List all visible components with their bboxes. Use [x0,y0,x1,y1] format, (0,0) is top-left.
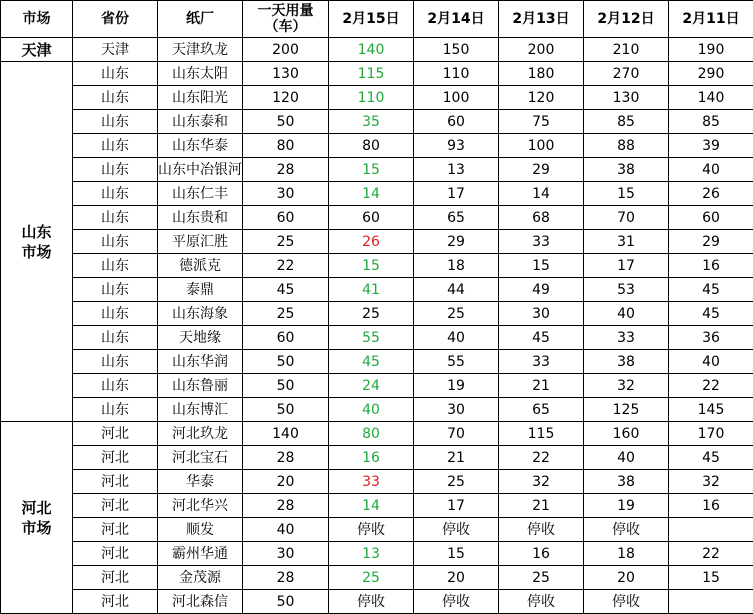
date-4-cell: 70 [584,206,669,230]
market-label-line1: 河北 [1,498,72,518]
date-3-cell: 21 [499,374,584,398]
date-2-cell: 18 [414,254,499,278]
province-cell: 山东 [73,302,158,326]
date-5-cell: 85 [669,110,753,134]
table-row [1,158,753,182]
header-date-2: 2月14日 [414,1,499,38]
daily-usage-cell: 45 [243,278,329,302]
province-cell: 河北 [73,566,158,590]
table-row [1,302,753,326]
mill-cell: 山东仁丰 [158,182,243,206]
date-3-cell: 16 [499,542,584,566]
daily-usage-cell: 30 [243,182,329,206]
date-3-cell: 33 [499,350,584,374]
date-1-cell: 80 [329,134,414,158]
province-cell: 山东 [73,398,158,422]
date-4-cell: 17 [584,254,669,278]
date-3-cell: 75 [499,110,584,134]
date-1-cell: 14 [329,182,414,206]
date-5-cell: 16 [669,494,753,518]
table-row [1,422,753,446]
date-1-cell: 停收 [329,518,414,542]
date-1-cell: 115 [329,62,414,86]
mill-cell: 山东海象 [158,302,243,326]
date-3-cell: 33 [499,230,584,254]
market-cell [1,422,73,614]
date-5-cell: 26 [669,182,753,206]
date-2-cell: 停收 [414,518,499,542]
date-3-cell: 32 [499,470,584,494]
date-2-cell: 25 [414,470,499,494]
date-2-cell: 13 [414,158,499,182]
date-2-cell: 65 [414,206,499,230]
table-row [1,494,753,518]
date-1-cell: 25 [329,302,414,326]
province-cell: 河北 [73,446,158,470]
date-4-cell: 40 [584,302,669,326]
date-3-cell: 25 [499,566,584,590]
date-4-cell: 15 [584,182,669,206]
date-3-cell: 15 [499,254,584,278]
province-cell: 山东 [73,158,158,182]
date-3-cell: 120 [499,86,584,110]
header-date-1: 2月15日 [329,1,414,38]
province-cell: 山东 [73,230,158,254]
table-row [1,38,753,62]
mill-cell: 天地缘 [158,326,243,350]
date-4-cell: 32 [584,374,669,398]
province-cell: 河北 [73,470,158,494]
date-3-cell: 180 [499,62,584,86]
table-row [1,590,753,614]
date-4-cell: 38 [584,350,669,374]
daily-usage-cell: 28 [243,494,329,518]
province-cell: 山东 [73,134,158,158]
province-cell: 山东 [73,254,158,278]
province-cell: 山东 [73,86,158,110]
mill-cell: 山东贵和 [158,206,243,230]
mill-cell: 山东鲁丽 [158,374,243,398]
table-row [1,182,753,206]
province-cell: 山东 [73,350,158,374]
market-label-line2: 市场 [1,242,72,262]
table-row [1,278,753,302]
daily-usage-cell: 25 [243,230,329,254]
date-1-cell: 60 [329,206,414,230]
date-4-cell: 19 [584,494,669,518]
date-3-cell: 停收 [499,590,584,614]
date-4-cell: 40 [584,446,669,470]
date-1-cell: 26 [329,230,414,254]
date-2-cell: 70 [414,422,499,446]
market-label-line1: 山东 [1,222,72,242]
province-cell: 山东 [73,206,158,230]
daily-usage-cell: 20 [243,470,329,494]
date-1-cell: 24 [329,374,414,398]
daily-usage-cell: 50 [243,398,329,422]
date-4-cell: 停收 [584,590,669,614]
date-5-cell: 16 [669,254,753,278]
date-3-cell: 30 [499,302,584,326]
mill-cell: 河北森信 [158,590,243,614]
date-2-cell: 30 [414,398,499,422]
daily-usage-cell: 130 [243,62,329,86]
province-cell: 山东 [73,326,158,350]
date-4-cell: 130 [584,86,669,110]
date-5-cell: 40 [669,350,753,374]
mill-cell: 泰鼎 [158,278,243,302]
table-row [1,470,753,494]
daily-usage-cell: 22 [243,254,329,278]
date-1-cell: 33 [329,470,414,494]
date-5-cell: 190 [669,38,753,62]
date-2-cell: 44 [414,278,499,302]
date-2-cell: 停收 [414,590,499,614]
header-date-3: 2月13日 [499,1,584,38]
date-4-cell: 31 [584,230,669,254]
mill-cell: 河北玖龙 [158,422,243,446]
mill-cell: 山东华润 [158,350,243,374]
date-1-cell: 停收 [329,590,414,614]
date-2-cell: 60 [414,110,499,134]
date-5-cell: 45 [669,446,753,470]
date-1-cell: 80 [329,422,414,446]
date-3-cell: 停收 [499,518,584,542]
mill-cell: 山东华泰 [158,134,243,158]
mill-cell: 天津玖龙 [158,38,243,62]
date-2-cell: 40 [414,326,499,350]
daily-usage-cell: 28 [243,158,329,182]
header-daily-usage-line2: （车） [243,19,328,35]
date-1-cell: 41 [329,278,414,302]
table-row [1,326,753,350]
date-2-cell: 93 [414,134,499,158]
date-2-cell: 29 [414,230,499,254]
date-4-cell: 125 [584,398,669,422]
date-1-cell: 40 [329,398,414,422]
date-4-cell: 88 [584,134,669,158]
table-row [1,350,753,374]
province-cell: 山东 [73,110,158,134]
table-row [1,566,753,590]
daily-usage-cell: 30 [243,542,329,566]
mill-cell: 华泰 [158,470,243,494]
date-2-cell: 21 [414,446,499,470]
mill-cell: 平原汇胜 [158,230,243,254]
date-3-cell: 45 [499,326,584,350]
province-cell: 河北 [73,422,158,446]
date-5-cell: 45 [669,302,753,326]
mill-cell: 山东中冶银河 [158,158,243,182]
table-row [1,542,753,566]
date-3-cell: 65 [499,398,584,422]
date-3-cell: 49 [499,278,584,302]
date-4-cell: 53 [584,278,669,302]
market-cell [1,38,73,62]
date-3-cell: 200 [499,38,584,62]
date-3-cell: 14 [499,182,584,206]
daily-usage-cell: 200 [243,38,329,62]
date-3-cell: 29 [499,158,584,182]
market-label-line2: 市场 [1,518,72,538]
province-cell: 河北 [73,494,158,518]
date-3-cell: 21 [499,494,584,518]
date-5-cell [669,590,753,614]
daily-usage-cell: 60 [243,326,329,350]
date-1-cell: 140 [329,38,414,62]
date-5-cell: 22 [669,374,753,398]
daily-usage-cell: 40 [243,518,329,542]
date-3-cell: 115 [499,422,584,446]
mill-cell: 河北华兴 [158,494,243,518]
date-4-cell: 85 [584,110,669,134]
market-cell [1,62,73,422]
header-mill: 纸厂 [158,1,243,38]
mill-cell: 金茂源 [158,566,243,590]
date-2-cell: 150 [414,38,499,62]
date-4-cell: 38 [584,470,669,494]
header-daily-usage [243,1,329,38]
table-row [1,518,753,542]
daily-usage-cell: 140 [243,422,329,446]
date-1-cell: 45 [329,350,414,374]
date-2-cell: 20 [414,566,499,590]
date-1-cell: 110 [329,86,414,110]
date-4-cell: 38 [584,158,669,182]
date-5-cell [669,518,753,542]
table-row [1,62,753,86]
daily-usage-cell: 28 [243,446,329,470]
date-5-cell: 40 [669,158,753,182]
table-row [1,254,753,278]
table-row [1,446,753,470]
date-3-cell: 68 [499,206,584,230]
table-row [1,398,753,422]
date-4-cell: 210 [584,38,669,62]
date-4-cell: 20 [584,566,669,590]
province-cell: 河北 [73,518,158,542]
table-row [1,230,753,254]
daily-usage-cell: 120 [243,86,329,110]
date-4-cell: 270 [584,62,669,86]
date-5-cell: 170 [669,422,753,446]
date-1-cell: 13 [329,542,414,566]
mill-cell: 山东泰和 [158,110,243,134]
table-row [1,206,753,230]
date-2-cell: 17 [414,494,499,518]
mill-cell: 德派克 [158,254,243,278]
date-3-cell: 22 [499,446,584,470]
province-cell: 河北 [73,590,158,614]
header-date-5: 2月11日 [669,1,753,38]
date-5-cell: 45 [669,278,753,302]
date-2-cell: 55 [414,350,499,374]
table-row [1,134,753,158]
province-cell: 山东 [73,374,158,398]
date-5-cell: 29 [669,230,753,254]
table-row [1,86,753,110]
table-row [1,374,753,398]
date-3-cell: 100 [499,134,584,158]
date-5-cell: 32 [669,470,753,494]
date-5-cell: 15 [669,566,753,590]
date-5-cell: 60 [669,206,753,230]
mill-cell: 山东博汇 [158,398,243,422]
date-1-cell: 25 [329,566,414,590]
header-date-4: 2月12日 [584,1,669,38]
date-4-cell: 停收 [584,518,669,542]
mill-cell: 山东太阳 [158,62,243,86]
date-4-cell: 33 [584,326,669,350]
header-daily-usage-line1: 一天用量 [243,3,328,19]
daily-usage-cell: 50 [243,350,329,374]
header-province: 省份 [73,1,158,38]
date-5-cell: 22 [669,542,753,566]
date-2-cell: 17 [414,182,499,206]
daily-usage-cell: 80 [243,134,329,158]
market-label-line1: 天津 [1,40,72,60]
date-4-cell: 18 [584,542,669,566]
date-5-cell: 39 [669,134,753,158]
mill-cell: 山东阳光 [158,86,243,110]
mill-cell: 顺发 [158,518,243,542]
date-1-cell: 15 [329,158,414,182]
daily-usage-cell: 25 [243,302,329,326]
province-cell: 山东 [73,62,158,86]
date-1-cell: 16 [329,446,414,470]
province-cell: 山东 [73,278,158,302]
province-cell: 河北 [73,542,158,566]
mill-cell: 河北宝石 [158,446,243,470]
province-cell: 天津 [73,38,158,62]
date-2-cell: 25 [414,302,499,326]
header-row [1,1,753,38]
date-2-cell: 100 [414,86,499,110]
date-5-cell: 290 [669,62,753,86]
daily-usage-cell: 50 [243,590,329,614]
province-cell: 山东 [73,182,158,206]
date-5-cell: 140 [669,86,753,110]
date-2-cell: 15 [414,542,499,566]
header-market: 市场 [1,1,73,38]
daily-usage-cell: 60 [243,206,329,230]
mill-cell: 霸州华通 [158,542,243,566]
date-2-cell: 19 [414,374,499,398]
date-5-cell: 36 [669,326,753,350]
date-1-cell: 15 [329,254,414,278]
daily-usage-cell: 28 [243,566,329,590]
date-4-cell: 160 [584,422,669,446]
daily-usage-cell: 50 [243,374,329,398]
date-1-cell: 55 [329,326,414,350]
table-row [1,110,753,134]
date-1-cell: 14 [329,494,414,518]
table-body [1,38,753,614]
date-1-cell: 35 [329,110,414,134]
daily-usage-cell: 50 [243,110,329,134]
date-5-cell: 145 [669,398,753,422]
date-2-cell: 110 [414,62,499,86]
